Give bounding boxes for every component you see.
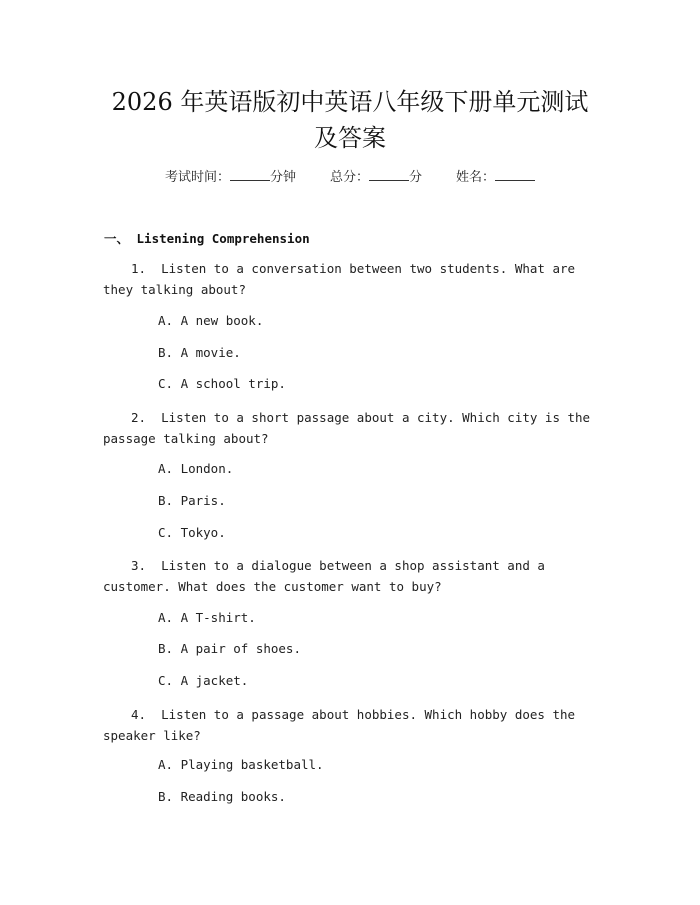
- time-label: 考试时间：: [164, 170, 230, 185]
- exam-info-line: [0, 168, 700, 187]
- question-3-option-b: B. A pair of shoes.: [158, 641, 301, 656]
- question-number: 3.: [131, 558, 147, 573]
- question-3-option-a: A. A T-shirt.: [158, 610, 256, 625]
- question-1-option-a: A. A new book.: [158, 313, 264, 328]
- name-blank: [495, 168, 535, 181]
- question-text: Listen to a dialogue between a shop assistant and a customer. What does the customer want to buy?: [103, 558, 545, 594]
- question-text: Listen to a passage about hobbies. Which hobby does the speaker like?: [103, 707, 576, 743]
- question-4-option-a: A. Playing basketball.: [158, 757, 324, 772]
- time-blank: [230, 168, 270, 181]
- question-1: [103, 259, 595, 300]
- section-heading: 一、 Listening Comprehension: [104, 231, 310, 246]
- question-1-option-c: C. A school trip.: [158, 376, 286, 391]
- question-3: [103, 556, 595, 597]
- document-title-line-2: 及答案: [314, 124, 386, 152]
- question-text: Listen to a short passage about a city. Which city is the passage talking about?: [103, 410, 591, 446]
- question-1-option-b: B. A movie.: [158, 345, 241, 360]
- score-unit: 分: [409, 170, 423, 185]
- question-2-option-b: B. Paris.: [158, 493, 226, 508]
- question-text: Listen to a conversation between two students. What are they talking about?: [103, 261, 576, 297]
- question-number: 4.: [131, 707, 147, 722]
- question-2-option-a: A. London.: [158, 461, 234, 476]
- question-number: 1.: [131, 261, 147, 276]
- question-2: [103, 408, 595, 449]
- question-4: [103, 705, 595, 746]
- document-title-line-1: 2026 年英语版初中英语八年级下册单元测试: [111, 88, 589, 116]
- question-3-option-c: C. A jacket.: [158, 673, 249, 688]
- question-number: 2.: [131, 410, 147, 425]
- time-unit: 分钟: [269, 170, 296, 185]
- question-2-option-c: C. Tokyo.: [158, 525, 226, 540]
- score-blank: [369, 168, 409, 181]
- question-4-option-b: B. Reading books.: [158, 789, 286, 804]
- score-label: 总分：: [329, 170, 369, 185]
- name-label: 姓名：: [456, 170, 496, 185]
